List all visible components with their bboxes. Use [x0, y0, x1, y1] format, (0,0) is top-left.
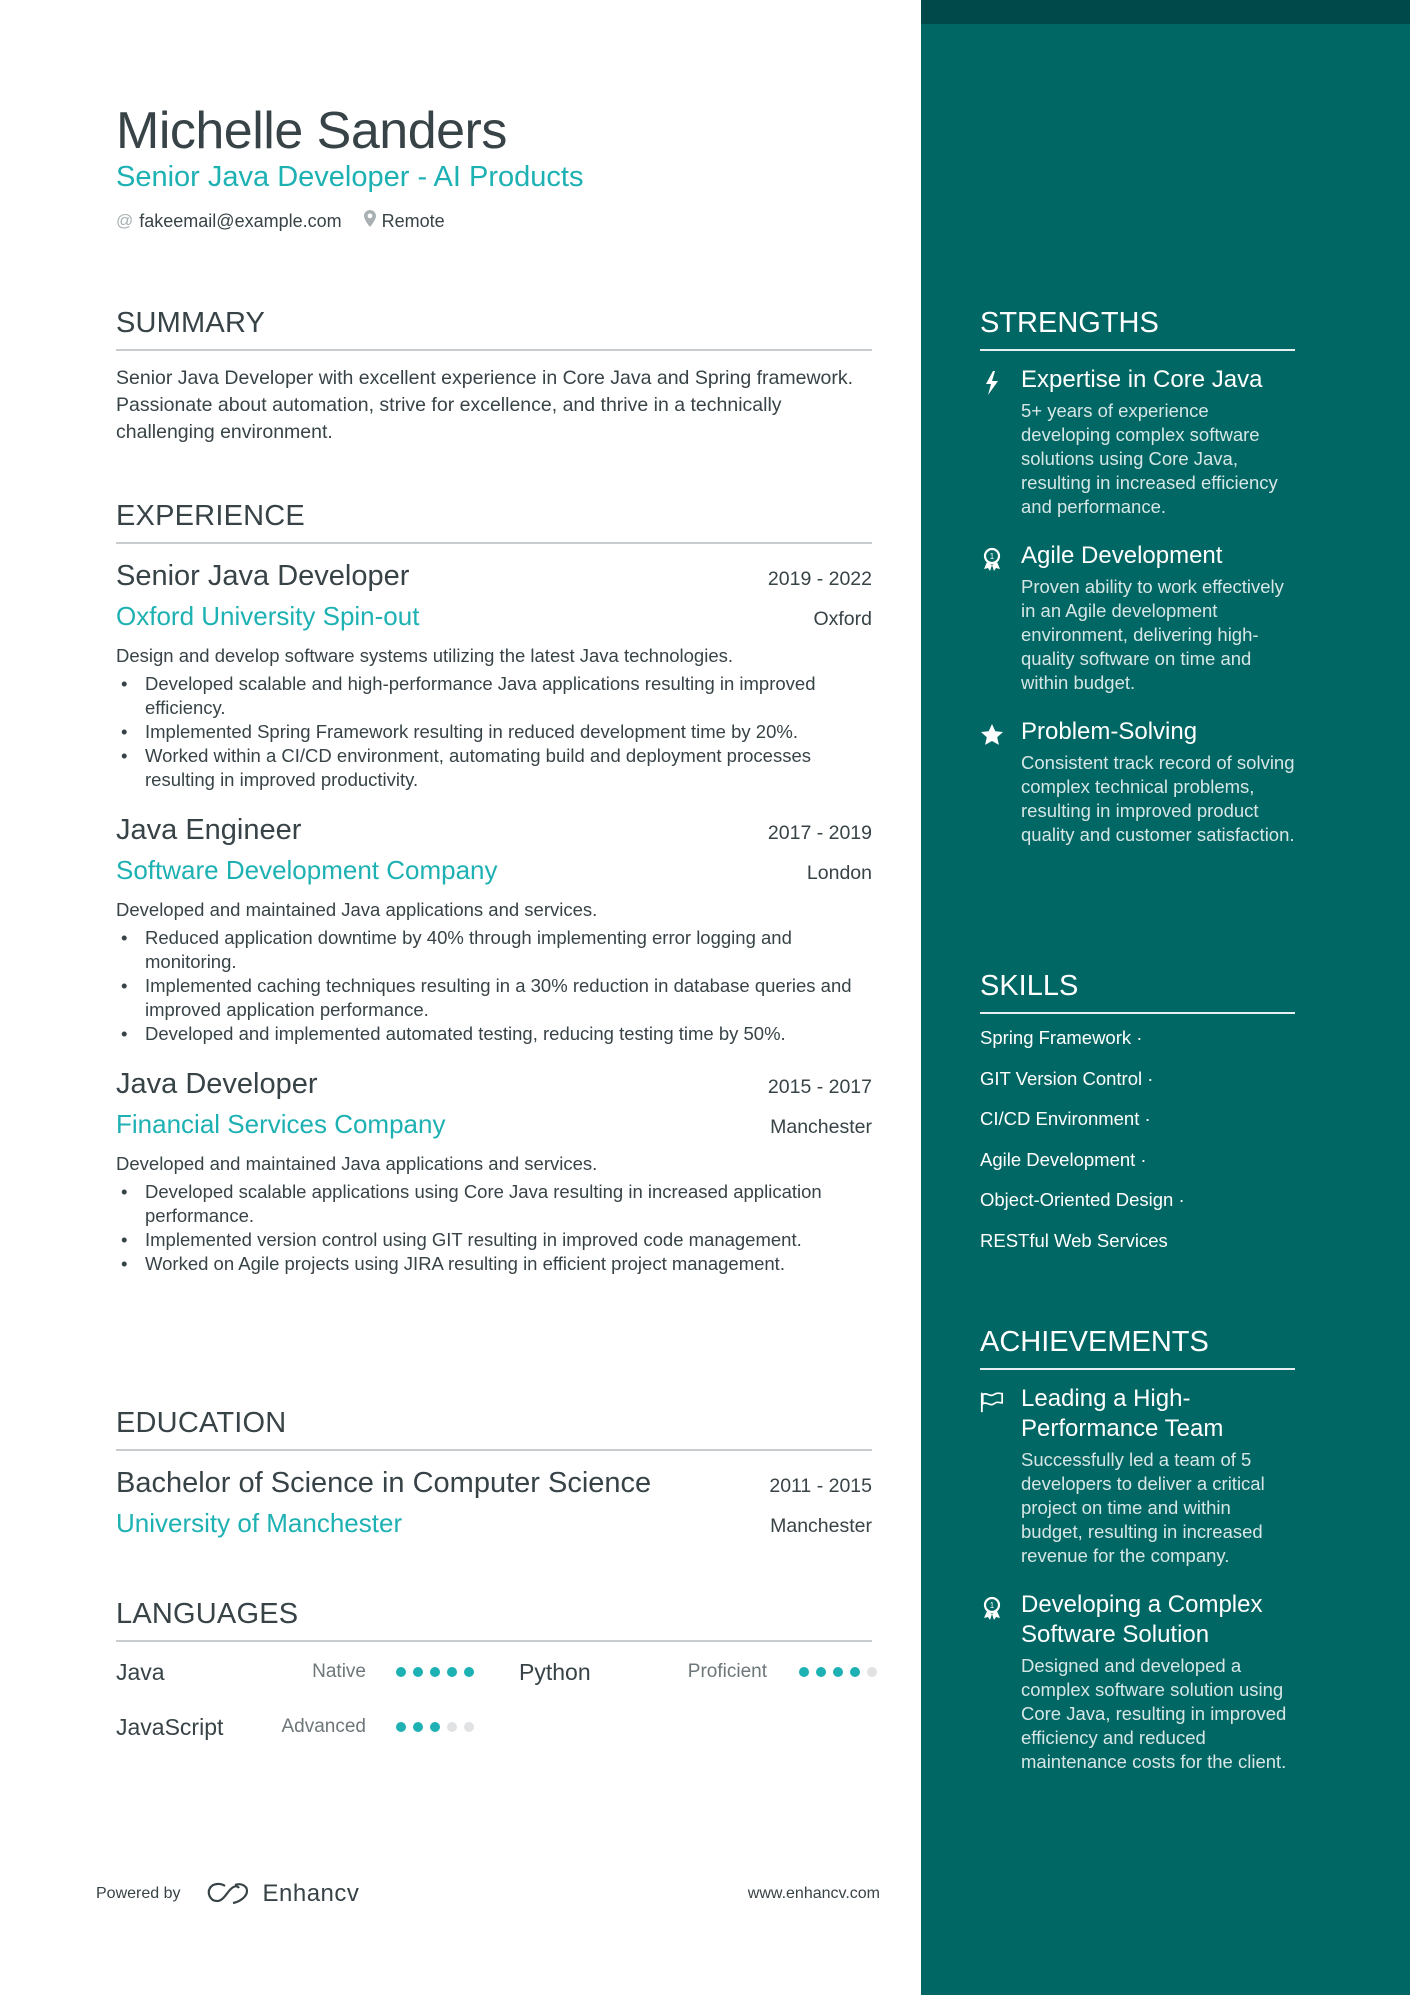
rating-dot	[396, 1667, 406, 1677]
education-section	[116, 1405, 872, 1541]
lightning-bolt-icon	[980, 371, 1004, 395]
section-title: SUMMARY	[116, 307, 266, 339]
rating-dot	[799, 1667, 809, 1677]
strength-title: Agile Development	[1021, 542, 1223, 569]
contact-email[interactable]	[116, 211, 342, 232]
rating-dot	[447, 1722, 457, 1732]
strength-description: 5+ years of experience developing complex software solutions using Core Java, resulting in increased efficiency and performance.	[1021, 400, 1278, 517]
star-icon	[980, 723, 1004, 747]
achievement-item	[980, 1590, 1295, 1774]
bullet-item: • Implemented Spring Framework resulting in reduced development time by 20%.	[116, 720, 872, 744]
svg-text:1: 1	[989, 1601, 995, 1610]
section-title: EDUCATION	[116, 1407, 287, 1439]
experience-entry	[116, 1064, 872, 1276]
candidate-name: Michelle Sanders	[116, 102, 507, 160]
skill-item: Spring Framework ·	[980, 1027, 1143, 1048]
rating-dot	[413, 1667, 423, 1677]
award-ribbon-icon	[980, 1596, 1004, 1620]
language-name: JavaScript	[116, 1713, 224, 1740]
bullet-item: • Worked within a CI/CD environment, automating build and deployment processes resulting in improved productivity.	[116, 744, 872, 792]
skill-item: GIT Version Control ·	[980, 1067, 1154, 1089]
experience-entry	[116, 556, 872, 792]
job-bullets	[116, 926, 872, 1046]
contact-location	[364, 210, 445, 232]
language-item	[519, 1652, 872, 1692]
education-location: Manchester	[770, 1515, 872, 1537]
job-description: Design and develop software systems utilizing the latest Java technologies.	[116, 645, 734, 666]
experience-section	[116, 498, 872, 1276]
brand-logo[interactable]	[207, 1880, 360, 1908]
map-pin-icon	[364, 210, 376, 232]
job-role: Senior Java Developer	[116, 560, 410, 592]
rating-dot	[464, 1722, 474, 1732]
divider	[980, 349, 1295, 351]
section-title: ACHIEVEMENTS	[980, 1326, 1209, 1358]
at-icon: @	[116, 211, 134, 230]
job-bullets	[116, 672, 872, 792]
language-level: Native	[312, 1661, 366, 1682]
bullet-item: • Developed scalable and high-performance Java applications resulting in improved efficiency.	[116, 672, 872, 720]
summary-text: Senior Java Developer with excellent experience in Core Java and Spring framework. Passionate about automation, strive for excellence, and thrive in a technically challenging environment.	[116, 367, 854, 443]
bullet-item: • Developed scalable applications using Core Java resulting in increased application performance.	[116, 1180, 872, 1228]
section-title: STRENGTHS	[980, 307, 1159, 339]
language-item	[116, 1707, 466, 1747]
section-title: LANGUAGES	[116, 1598, 299, 1630]
language-rating	[396, 1722, 474, 1732]
strength-item	[980, 541, 1295, 695]
job-location: Manchester	[770, 1116, 872, 1138]
divider	[116, 1449, 872, 1451]
job-location: London	[806, 862, 872, 884]
rating-dot	[850, 1667, 860, 1677]
divider	[116, 542, 872, 544]
skill-item: Agile Development ·	[980, 1148, 1147, 1170]
education-entry	[116, 1463, 872, 1541]
divider	[980, 1368, 1295, 1370]
rating-dot	[464, 1667, 474, 1677]
school-name: University of Manchester	[116, 1508, 403, 1538]
rating-dot	[413, 1722, 423, 1732]
rating-dot	[816, 1667, 826, 1677]
achievement-item	[980, 1384, 1295, 1568]
strength-item	[980, 365, 1295, 519]
strengths-section	[980, 305, 1295, 847]
resume-header	[116, 100, 876, 232]
language-rating	[396, 1667, 474, 1677]
location-text: Remote	[381, 210, 445, 231]
bullet-item: • Implemented version control using GIT resulting in improved code management.	[116, 1228, 872, 1252]
rating-dot	[430, 1722, 440, 1732]
skill-item: CI/CD Environment ·	[980, 1108, 1151, 1129]
section-title: SKILLS	[980, 970, 1079, 1002]
language-rating	[799, 1667, 877, 1677]
strength-title: Problem-Solving	[1021, 718, 1198, 745]
bullet-item: • Reduced application downtime by 40% through implementing error logging and monitoring.	[116, 926, 872, 974]
rating-dot	[867, 1667, 877, 1677]
rating-dot	[430, 1667, 440, 1677]
job-dates: 2015 - 2017	[767, 1076, 872, 1098]
company-name: Software Development Company	[116, 855, 498, 885]
website-link[interactable]: www.enhancv.com	[747, 1885, 880, 1902]
enhancv-logo-icon	[207, 1882, 253, 1906]
language-level: Advanced	[281, 1716, 366, 1737]
language-item	[116, 1652, 466, 1692]
bullet-item: • Implemented caching techniques resulting in a 30% reduction in database queries and improved application performance.	[116, 974, 872, 1022]
flag-icon	[980, 1390, 1004, 1414]
sidebar-top-bar	[921, 0, 1410, 24]
strength-title: Expertise in Core Java	[1021, 366, 1263, 393]
skills-section	[980, 968, 1295, 1269]
achievement-title: Developing a Complex Software Solution	[1021, 1591, 1263, 1648]
skill-item: RESTful Web Services	[980, 1229, 1168, 1251]
job-description: Developed and maintained Java applications and services.	[116, 899, 598, 920]
brand-name: Enhancv	[262, 1880, 360, 1907]
achievements-section	[980, 1324, 1295, 1774]
rating-dot	[447, 1667, 457, 1677]
sidebar	[921, 0, 1410, 1995]
bullet-item: • Worked on Agile projects using JIRA resulting in efficient project management.	[116, 1252, 872, 1276]
strength-description: Proven ability to work effectively in an Agile development environment, delivering high-quality software on time and within budget.	[1021, 576, 1284, 693]
language-name: Python	[519, 1658, 591, 1685]
strength-item	[980, 717, 1295, 847]
rating-dot	[396, 1722, 406, 1732]
email-text: fakeemail@example.com	[139, 210, 342, 231]
job-role: Java Engineer	[116, 814, 302, 846]
achievement-title: Leading a High-Performance Team	[1021, 1385, 1224, 1442]
company-name: Financial Services Company	[116, 1109, 446, 1139]
svg-text:1: 1	[989, 552, 995, 561]
degree: Bachelor of Science in Computer Science	[116, 1467, 652, 1499]
job-description: Developed and maintained Java applications and services.	[116, 1153, 598, 1174]
company-name: Oxford University Spin-out	[116, 601, 420, 631]
divider	[980, 1012, 1295, 1014]
job-role: Java Developer	[116, 1068, 318, 1100]
job-dates: 2019 - 2022	[767, 568, 872, 590]
languages-section	[116, 1596, 872, 1772]
divider	[116, 349, 872, 351]
footer	[96, 1880, 880, 1908]
divider	[116, 1640, 872, 1642]
job-bullets	[116, 1180, 872, 1276]
strength-description: Consistent track record of solving complex technical problems, resulting in improved product quality and customer satisfaction.	[1021, 752, 1295, 845]
summary-section	[116, 305, 872, 446]
experience-entry	[116, 810, 872, 1046]
achievement-description: Successfully led a team of 5 developers to deliver a critical project on time and within budget, resulting in increased revenue for the company.	[1021, 1449, 1265, 1566]
job-location: Oxford	[813, 608, 872, 630]
education-dates: 2011 - 2015	[769, 1475, 872, 1497]
powered-by-label: Powered by	[96, 1885, 181, 1902]
section-title: EXPERIENCE	[116, 500, 305, 532]
skills-list	[980, 1026, 1295, 1269]
job-dates: 2017 - 2019	[767, 822, 872, 844]
candidate-title: Senior Java Developer - AI Products	[116, 161, 584, 193]
skill-item: Object-Oriented Design ·	[980, 1189, 1185, 1210]
rating-dot	[833, 1667, 843, 1677]
powered-by	[96, 1880, 359, 1908]
language-list	[116, 1652, 872, 1772]
language-name: Java	[116, 1658, 165, 1685]
contact-info	[116, 210, 876, 232]
award-ribbon-icon	[980, 547, 1004, 571]
bullet-item: • Developed and implemented automated testing, reducing testing time by 50%.	[116, 1022, 872, 1046]
achievement-description: Designed and developed a complex software solution using Core Java, resulting in improved efficiency and reduced maintenance costs for the client.	[1021, 1655, 1287, 1772]
language-level: Proficient	[687, 1661, 767, 1682]
